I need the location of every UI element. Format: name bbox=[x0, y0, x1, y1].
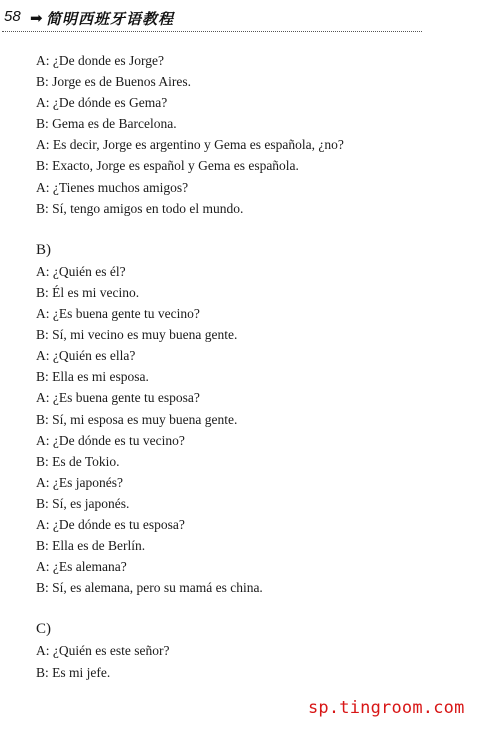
dialogue-line: B: Sí, es alemana, pero su mamá es china. bbox=[36, 580, 263, 596]
page-header bbox=[0, 0, 480, 34]
dialogue-line: B: Es mi jefe. bbox=[36, 664, 111, 680]
dialogue-line: B: Es de Tokio. bbox=[36, 453, 120, 469]
dialogue-line: A: ¿Es buena gente tu esposa? bbox=[36, 390, 200, 406]
section-heading-c: C) bbox=[36, 621, 51, 638]
dialogue-line: B: Sí, es japonés. bbox=[36, 495, 130, 511]
dialogue-line: B: Gema es de Barcelona. bbox=[36, 116, 177, 132]
page-number: 58 bbox=[4, 8, 21, 25]
dialogue-line: B: Exacto, Jorge es español y Gema es española. bbox=[36, 158, 299, 174]
dialogue-line: B: Sí, mi vecino es muy buena gente. bbox=[36, 327, 238, 343]
book-title: 简明西班牙语教程 bbox=[46, 10, 175, 28]
dialogue-line: A: ¿Es alemana? bbox=[36, 559, 127, 575]
dialogue-line: A: ¿Quién es él? bbox=[36, 263, 126, 279]
dialogue-line: A: ¿De dónde es tu vecino? bbox=[36, 432, 185, 448]
dialogue-line: A: ¿De donde es Jorge? bbox=[36, 53, 164, 68]
dialogue-line: B: Ella es de Berlín. bbox=[36, 538, 146, 554]
dialogue-line: B: Sí, mi esposa es muy buena gente. bbox=[36, 411, 238, 427]
dialogue-line: B: Sí, tengo amigos en todo el mundo. bbox=[36, 200, 244, 216]
dialogue-line: B: Ella es mi esposa. bbox=[36, 369, 149, 385]
arrow-right-icon: ➡ bbox=[30, 9, 43, 27]
dialogue-line: A: ¿De dónde es Gema? bbox=[36, 95, 168, 111]
header-rule bbox=[2, 31, 422, 32]
dialogue-body bbox=[36, 50, 466, 683]
dialogue-line: B: Él es mi vecino. bbox=[36, 284, 140, 300]
dialogue-line: A: ¿Es japonés? bbox=[36, 474, 123, 490]
dialogue-line: A: ¿Tienes muchos amigos? bbox=[36, 179, 189, 195]
section-heading-b: B) bbox=[36, 241, 51, 258]
dialogue-line: A: ¿Quién es este señor? bbox=[36, 643, 170, 659]
dialogue-line: A: ¿De dónde es tu esposa? bbox=[36, 516, 185, 532]
dialogue-line: B: Jorge es de Buenos Aires. bbox=[36, 74, 191, 90]
dialogue-line: A: Es decir, Jorge es argentino y Gema es española, ¿no? bbox=[36, 137, 344, 153]
dialogue-line: A: ¿Es buena gente tu vecino? bbox=[36, 306, 200, 322]
dialogue-line: A: ¿Quién es ella? bbox=[36, 348, 136, 364]
watermark: sp.tingroom.com bbox=[308, 698, 465, 718]
